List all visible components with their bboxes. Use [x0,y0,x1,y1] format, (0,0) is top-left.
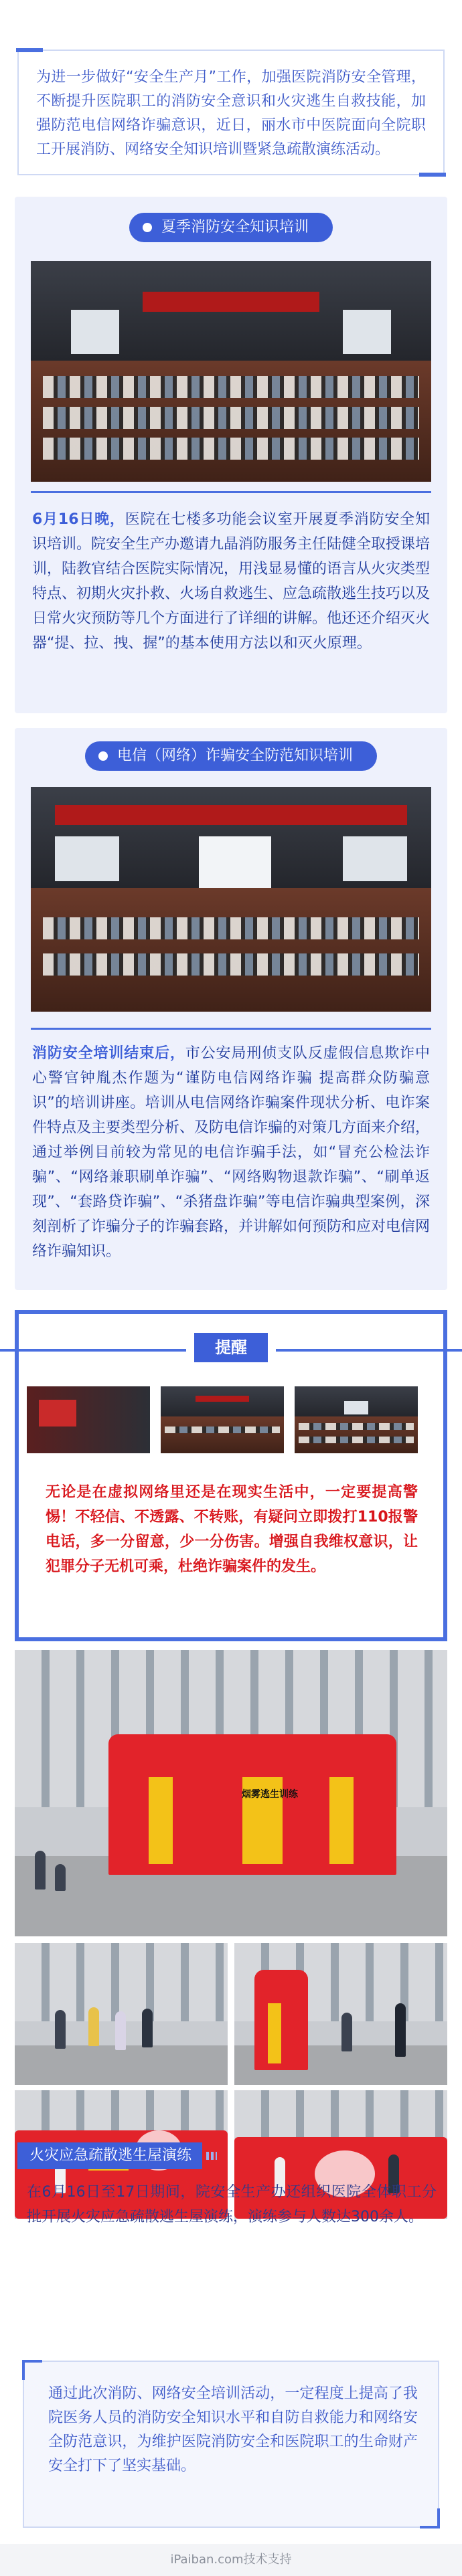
summary-box [23,2361,439,2528]
alert-thumb-hall [161,1386,284,1453]
drill-queue-photo [15,1943,228,2085]
drill-heading-tag [17,2142,202,2169]
fraud-section-body [32,1041,430,1264]
alert-rule-right [276,1349,462,1352]
bullet-dot-icon [143,223,152,232]
dots-icon [206,2152,217,2160]
fraud-training-photo [31,787,431,1012]
fire-training-photo [31,261,431,482]
meeting-hall-image [31,787,431,1012]
corner-accent [16,48,43,52]
bullet-dot-icon [98,751,108,761]
tent-label: 烟雾逃生训练 [242,1789,298,1800]
drill-heading: 火灾应急疏散逃生屋演练 [29,2147,192,2164]
corner-bracket [22,2360,42,2380]
body-text: 市公安局刑侦支队反虚假信息欺诈中心警官钟胤杰作题为“谨防电信网络诈骗 提高群众防骗意识”的培训讲座。培训从电信网络诈骗案件现状分析、电诈案件特点及主要类型分析、及防电信诈骗的对策几方面来介绍，通过举例目前较为常见的电信诈骗手法，如“冒充公检法诈骗”、“网络兼职刷单诈骗”、“网络购物退款诈骗”、“刷单返现”、“套路贷诈骗”、“杀猪盘诈骗”等电信诈骗典型案例，深刻剖析了诈骗分子的诈骗套路，并讲解如何预防和应对电信网络诈骗知识。 [32,1045,431,1260]
section-title: 夏季消防安全知识培训 [161,219,309,236]
fire-section-body [32,507,430,656]
fraud-prevention-card [15,728,447,1290]
summary-text: 通过此次消防、网络安全培训活动，一定程度上提高了我院医务人员的消防安全知识水平和自防自救能力和网络安全防范意识，为维护医院消防安全和医院职工的生命财产安全打下了坚实基础。 [48,2385,418,2474]
drill-entry-photo [234,1943,447,2085]
divider [31,491,431,493]
section-title-pill [129,213,333,242]
section-title: 电信（网络）诈骗安全防范知识培训 [117,747,354,764]
alert-tag: 提醒 [194,1333,268,1362]
meeting-hall-image [31,261,431,482]
drill-tent-photo [15,1650,447,1936]
alert-thumb-speaker [27,1386,150,1453]
body-text: 医院在七楼多功能会议室开展夏季消防安全知识培训。院安全生产办邀请九晶消防服务主任陆健全取授课培训，陆教官结合医院实际情况，用浅显易懂的语言从火灾类型特点、初期火灾扑救、火场自救逃生、应急疏散逃生技巧以及日常火灾预防等几个方面进行了详细的讲解。他还还介绍灭火器“提、拉、拽、握”的基本使用方法以和灭火原理。 [32,511,431,652]
footer-credit[interactable]: iPaiban.com技术支持 [0,2544,462,2576]
section-title-pill [85,741,377,771]
divider [31,1028,431,1030]
corner-accent [419,173,446,177]
date-highlight: 6月16日晚， [32,511,125,528]
alert-text: 无论是在虚拟网络里还是在现实生活中，一定要提高警惕！不轻信、不透露、不转账，有疑问立即拨打110报警电话，多一分留意，少一分伤害。增强自我维权意识，让犯罪分子无机可乘，杜绝诈骗案件的发生。 [46,1484,418,1575]
drill-text: 在6月16日至17日期间，院安全生产办还组织医院全体职工分批开展火灾应急疏散逃生屋演练，演练参与人数达300余人。 [27,2184,437,2225]
alert-rule-left [0,1349,186,1352]
fire-safety-card [15,197,447,713]
alert-box [15,1310,447,1641]
corner-bracket [420,2508,440,2528]
intro-text: 为进一步做好“安全生产月”工作，加强医院消防安全管理，不断提升医院职工的消防安全意识和火灾逃生自救技能，加强防范电信网络诈骗意识，近日，丽水市中医院面向全院职工开展消防、网络安全知识培训暨紧急疏散演练活动。 [36,69,426,158]
lead-highlight: 消防安全培训结束后， [32,1045,185,1062]
intro-box [17,50,445,175]
alert-thumb-audience [295,1386,418,1453]
